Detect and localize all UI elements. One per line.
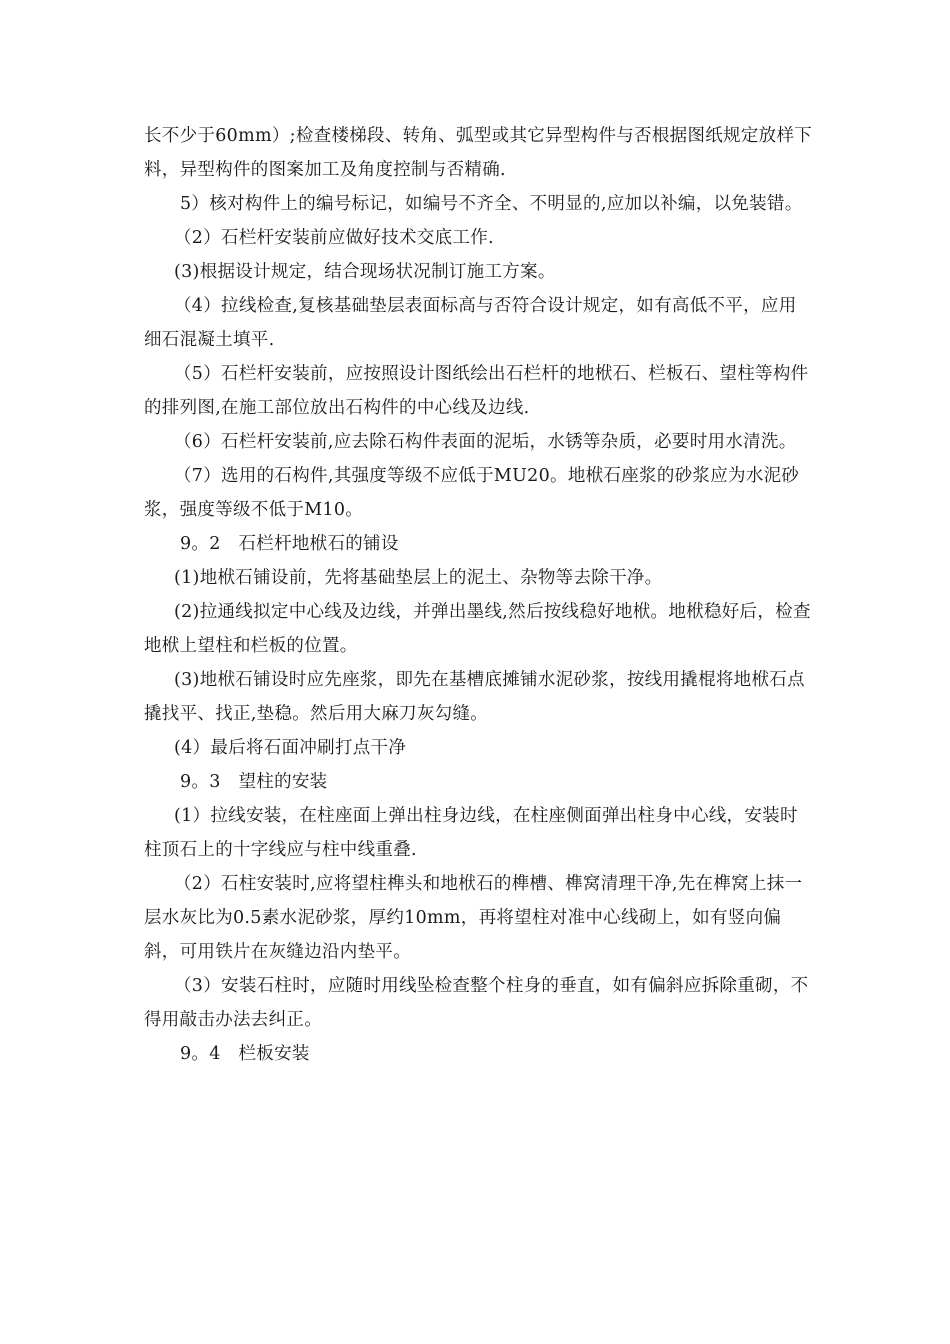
section-heading-9-3: 9。3 望柱的安装 (180, 772, 328, 792)
paragraph-17: （3）安装石柱时，应随时用线坠检查整个柱身的垂直，如有偏斜应拆除重砌，不得用敲击办法去纠正。 (144, 976, 809, 1030)
paragraph-4: (3)根据设计规定，结合现场状况制订施工方案。 (174, 262, 556, 282)
paragraph-6: （5）石栏杆安装前，应按照设计图纸绘出石栏杆的地栿石、栏板石、望柱等构件的排列图,在施工部位放出石构件的中心线及边线. (144, 364, 809, 418)
paragraph-7: （6）石栏杆安装前,应去除石构件表面的泥垢，水锈等杂质，必要时用水清洗。 (174, 432, 797, 452)
paragraph-12: (3)地栿石铺设时应先座浆，即先在基槽底摊铺水泥砂浆，按线用撬棍将地栿石点撬找平、找正,垫稳。然后用大麻刀灰勾缝。 (144, 670, 805, 724)
paragraph-8: （7）选用的石构件,其强度等级不应低于MU20。地栿石座浆的砂浆应为水泥砂浆，强度等级不低于M10。 (144, 466, 800, 520)
section-heading-9-2: 9。2 石栏杆地栿石的铺设 (180, 534, 399, 554)
paragraph-3: （2）石栏杆安装前应做好技术交底工作. (174, 228, 494, 248)
paragraph-10: (1)地栿石铺设前，先将基础垫层上的泥土、杂物等去除干净。 (174, 568, 663, 588)
paragraph-2: 5）核对构件上的编号标记，如编号不齐全、不明显的,应加以补编，以免装错。 (180, 194, 803, 214)
paragraph-15: (1）拉线安装，在柱座面上弹出柱身边线，在柱座侧面弹出柱身中心线，安装时柱顶石上的十字线应与柱中线重叠. (144, 806, 798, 860)
paragraph-1: 长不少于60mm）;检查楼梯段、转角、弧型或其它异型构件与否根据图纸规定放样下料，异型构件的图案加工及角度控制与否精确. (144, 126, 813, 180)
paragraph-16: （2）石柱安装时,应将望柱榫头和地栿石的榫槽、榫窝清理干净,先在榫窝上抹一层水灰比为0.5素水泥砂浆，厚约10mm，再将望柱对准中心线砌上，如有竖向偏斜，可用铁片在灰缝边沿内垫平。 (144, 874, 803, 962)
paragraph-13: (4）最后将石面冲刷打点干净 (174, 738, 407, 758)
paragraph-11: (2)拉通线拟定中心线及边线，并弹出墨线,然后按线稳好地栿。地栿稳好后，检查地栿上望柱和栏板的位置。 (144, 602, 811, 656)
document-body (144, 119, 814, 1071)
section-heading-9-4: 9。4 栏板安装 (180, 1044, 310, 1064)
paragraph-5: （4）拉线检查,复核基础垫层表面标高与否符合设计规定，如有高低不平，应用细石混凝土填平. (144, 296, 797, 350)
